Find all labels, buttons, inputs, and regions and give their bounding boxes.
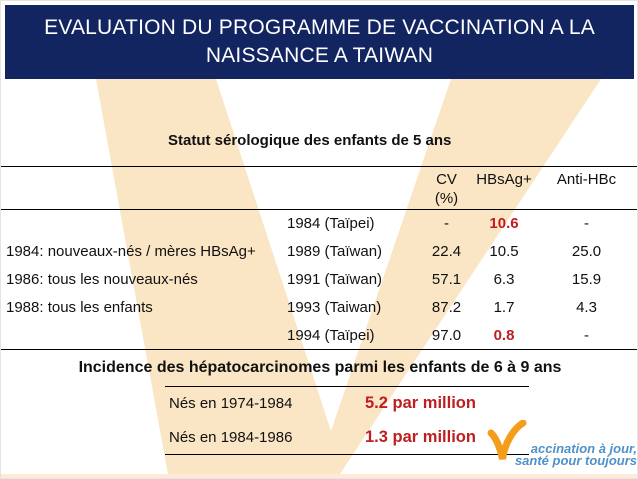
incidence-value: 5.2 par million <box>365 394 476 413</box>
hbsag-cell: 10.5 <box>489 243 519 260</box>
antihbc-cell: - <box>584 215 589 233</box>
incidence-value: 1.3 par million <box>365 427 476 446</box>
year-cell: 1984 (Taïpei) <box>287 215 375 233</box>
logo-text <box>515 443 637 466</box>
year-cell: 1991 (Taïwan) <box>287 271 383 288</box>
table-row <box>1 266 638 294</box>
logo-text-line1: accination à jour, <box>530 441 637 456</box>
hbsag-cell: 0.8 <box>493 326 515 344</box>
program-label: 1988: tous les enfants <box>6 299 153 316</box>
program-label <box>1 210 283 238</box>
serology-header-row <box>1 167 638 210</box>
col-header-cv-line2: (%) <box>434 190 459 207</box>
hbsag-cell: 1.7 <box>493 299 515 316</box>
vaccination-logo <box>487 420 638 476</box>
col-header-empty-label <box>1 167 283 210</box>
incidence-title: Incidence des hépatocarcinomes parmi les enfants de 6 à 9 ans <box>78 359 562 376</box>
cohort-label: Nés en 1974-1984 <box>169 395 293 413</box>
serology-table-title: Statut sérologique des enfants de 5 ans <box>168 132 452 149</box>
serology-table <box>1 166 638 350</box>
col-header-cv-line1: CV <box>436 171 457 188</box>
table-row <box>1 210 638 238</box>
cv-cell: 57.1 <box>431 271 462 288</box>
slide-title-line1: EVALUATION DU PROGRAMME DE VACCINATION A LA <box>44 16 595 39</box>
antihbc-cell: 25.0 <box>571 243 602 260</box>
col-header-antihbc: Anti-HBc <box>556 171 617 188</box>
table-row <box>165 387 529 421</box>
cv-cell: - <box>444 215 449 233</box>
year-cell: 1994 (Taïpei) <box>287 326 375 344</box>
slide-header <box>5 5 634 79</box>
col-header-hbsag: HBsAg+ <box>476 171 532 188</box>
cv-cell: 22.4 <box>431 243 462 260</box>
cv-cell: 97.0 <box>431 326 462 344</box>
col-header-empty-year <box>283 167 419 210</box>
year-cell: 1989 (Taïwan) <box>287 243 383 260</box>
antihbc-cell: 4.3 <box>576 299 597 316</box>
year-cell: 1993 (Taiwan) <box>287 299 382 316</box>
table-row <box>1 322 638 350</box>
program-label: 1984: nouveaux-nés / mères HBsAg+ <box>6 243 256 260</box>
antihbc-cell: 15.9 <box>571 271 602 288</box>
program-label <box>1 322 283 350</box>
slide-title-line2: NAISSANCE A TAIWAN <box>205 44 434 67</box>
antihbc-cell: - <box>584 326 589 344</box>
hbsag-cell: 6.3 <box>493 271 515 288</box>
col-header-cv <box>419 167 474 210</box>
cv-cell: 87.2 <box>431 299 462 316</box>
table-row <box>165 421 529 455</box>
incidence-table <box>165 386 529 455</box>
table-row <box>1 238 638 266</box>
table-row <box>1 294 638 322</box>
cohort-label: Nés en 1984-1986 <box>169 428 293 446</box>
hbsag-cell: 10.6 <box>489 215 519 233</box>
program-label: 1986: tous les nouveaux-nés <box>6 271 198 288</box>
logo-text-line2: santé pour toujours <box>514 452 637 468</box>
